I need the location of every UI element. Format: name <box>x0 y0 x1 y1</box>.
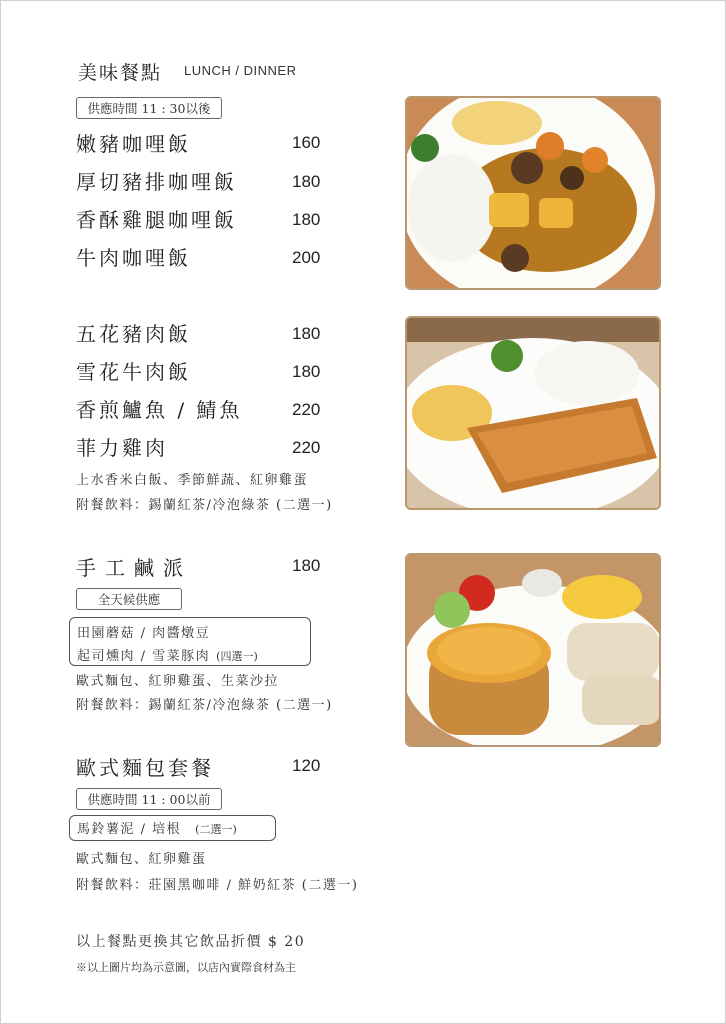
menu-item-price: 180 <box>292 172 321 191</box>
menu-item-price: 180 <box>292 324 321 343</box>
option-line: 馬鈴薯泥 / 培根 (二選一) <box>77 822 237 837</box>
included-drinks: 附餐飲料：莊園黑咖啡 / 鮮奶紅茶 (二選一) <box>76 878 359 893</box>
menu-item-name: 手工鹹派 <box>76 556 192 580</box>
option-line: 起司燻肉 / 雪菜豚肉 (四選一) <box>77 649 258 664</box>
menu-item-name: 牛肉咖哩飯 <box>76 246 191 270</box>
menu-item-name: 香煎鱸魚 / 鯖魚 <box>76 398 243 422</box>
fried-cutlet-rice-photo <box>405 316 661 510</box>
quiche-set-photo <box>405 553 661 747</box>
included-sides: 歐式麵包、紅卵雞蛋 <box>76 852 207 867</box>
menu-item-price: 180 <box>292 362 321 381</box>
curry-rice-photo <box>405 96 661 290</box>
menu-item-name: 嫩豬咖哩飯 <box>76 132 191 156</box>
serving-time-badge: 供應時間 11 : 30以後 <box>76 97 222 119</box>
menu-title: 美味餐點 <box>78 62 163 84</box>
included-sides: 歐式麵包、紅卵雞蛋、生菜沙拉 <box>76 674 280 689</box>
option-note: (二選一) <box>195 823 237 836</box>
all-day-badge: 全天候供應 <box>76 588 182 610</box>
option-note: (四選一) <box>216 650 258 663</box>
menu-item-price: 180 <box>292 556 321 575</box>
menu-item-price: 180 <box>292 210 321 229</box>
option-line: 田園蘑菇 / 肉醬燉豆 <box>77 626 211 641</box>
menu-subtitle: LUNCH / DINNER <box>184 63 297 78</box>
included-sides: 上水香米白飯、季節鮮蔬、紅卵雞蛋 <box>76 473 309 488</box>
menu-item-name: 厚切豬排咖哩飯 <box>76 170 237 194</box>
menu-item-name: 菲力雞肉 <box>76 436 168 460</box>
menu-item-name: 雪花牛肉飯 <box>76 360 191 384</box>
menu-item-price: 160 <box>292 133 321 152</box>
image-disclaimer: ※以上圖片均為示意圖，以店內實際食材為主 <box>76 961 296 974</box>
menu-item-name: 五花豬肉飯 <box>76 322 191 346</box>
menu-item-price: 220 <box>292 438 321 457</box>
included-drinks: 附餐飲料：錫蘭紅茶/冷泡綠茶 (二選一) <box>76 698 333 713</box>
menu-item-price: 120 <box>292 756 321 775</box>
serving-time-badge: 供應時間 11 : 00以前 <box>76 788 222 810</box>
included-drinks: 附餐飲料：錫蘭紅茶/冷泡綠茶 (二選一) <box>76 498 333 513</box>
menu-item-price: 220 <box>292 400 321 419</box>
drink-discount-note: 以上餐點更換其它飲品折價 $ 20 <box>76 934 306 950</box>
menu-item-price: 200 <box>292 248 321 267</box>
menu-item-name: 香酥雞腿咖哩飯 <box>76 208 237 232</box>
menu-item-name: 歐式麵包套餐 <box>76 756 214 780</box>
